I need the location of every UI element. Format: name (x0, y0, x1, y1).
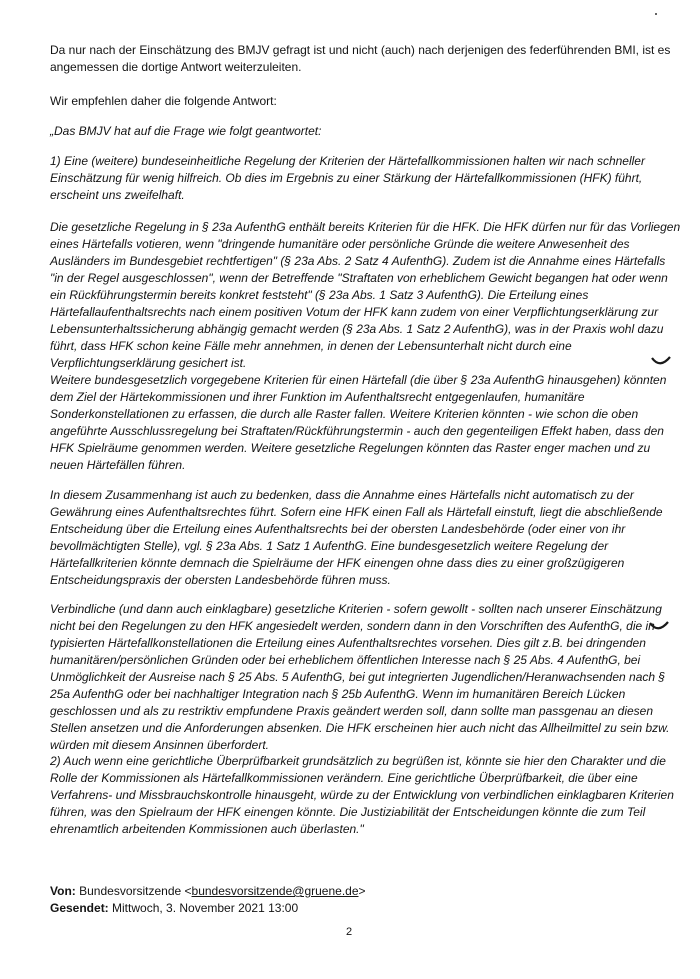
from-close: > (358, 884, 366, 898)
further-criteria-paragraph: Weitere bundesgesetzlich vorgegebene Kriterien für einen Härtefall (die über § 23a AufenthG hinausgehen) könnten dem Ziel der Härtekommissionen und ihrer Funktion im Aufenthaltsrecht entgegenlaufen, humanitäre Sonderkonstellationen zu erfassen, die durch alle Raster fallen. Weitere Kriterien könnten - wie schon die oben angeführte Ausschlussregelung bei Straftaten/Rückführungstermin - auch den gegenteiligen Effekt haben, dass den HFK Spielräume genommen werden. Weitere gesetzliche Regelungen könnten das Raster enger machen und zu neuen Härtefällen führen. (50, 373, 667, 472)
from-label: Von: (50, 884, 76, 898)
answer-1-paragraph: 1) Eine (weitere) bundeseinheitliche Regelung der Kriterien der Härtefallkommissionen halten wir nach schneller Einschätzung für wenig hilfreich. Ob dies im Ergebnis zu einer Stärkung der Härtefallkommissionen (HFK) führt, erscheint uns zweifelhaft. (50, 154, 645, 202)
margin-mark-icon (650, 355, 672, 371)
from-email-link[interactable]: bundesvorsitzende@gruene.de (191, 884, 359, 898)
email-from-line (50, 883, 682, 900)
context-paragraph: In diesem Zusammenhang ist auch zu bedenken, dass die Annahme eines Härtefalls nicht automatisch zu der Gewährung eines Aufenthaltsrechtes führt. Sofern eine HFK einen Fall als Härtefall einstuft, liegt die abschließende Entscheidung über die Erteilung eines Aufenthaltsrechts bei der obersten Landesbehörde (oder einer von ihr bevollmächtigten Stelle), vgl. § 23a Abs. 1 Satz 1 AufenthG. Eine bundesgesetzlich weitere Regelung der Härtefallkriterien könnte demnach die Spielräume der HFK einengen ohne dass dies zu einer großzügigeren Entscheidungspraxis der obersten Landesbehörde führen muss. (50, 488, 663, 587)
binding-criteria-paragraph: Verbindliche (und dann auch einklagbare) gesetzliche Kriterien - sofern gewollt - sollten nach unserer Einschätzung nicht bei den Regelungen zu den HFK angesiedelt werden, sondern dann in den Vorschriften des AufenthG, die in typisierten Härtefallkonstellationen die Erteilung eines Aufenthaltsrechtes vorsehen. Dies gilt z.B. bei dringenden humanitären/persönlichen Gründen oder bei erheblichem öffentlichen Interesse nach § 25 Abs. 4 AufenthG, bei Unmöglichkeit der Ausreise nach § 25 Abs. 5 AufenthG, bei gut integrierten Jugendlichen/Heranwachsenden nach § 25a AufenthG oder bei nachhaltiger Integration nach § 25b AufenthG. Wenn im humanitären Bereich Lücken geschlossen und als zu restriktiv empfundene Praxis geändert werden soll, dann sollte man passgenau an diesen Stellen ansetzen und die Anforderungen absenken. Die HFK erscheinen hier auch nicht das Allheilmittel zu sein bzw. würden mit diesem Ansinnen überfordert. (50, 602, 670, 752)
margin-mark-icon (648, 620, 670, 636)
sent-label: Gesendet: (50, 901, 109, 915)
email-sent-line (50, 900, 682, 917)
from-sender: Bundesvorsitzende < (75, 884, 192, 898)
intro-paragraph: Da nur nach der Einschätzung des BMJV gefragt ist und nicht (auch) nach derjenigen des federführenden BMI, ist es angemessen die dortige Antwort weiterzuleiten. (50, 43, 671, 74)
recommendation-line: Wir empfehlen daher die folgende Antwort: (50, 94, 277, 108)
sent-date: Mittwoch, 3. November 2021 13:00 (108, 901, 299, 915)
answer-2-paragraph: 2) Auch wenn eine gerichtliche Überprüfbarkeit grundsätzlich zu begrüßen ist, könnte sie hier den Charakter und die Rolle der Kommissionen als Härtefallkommissionen verändern. Eine gerichtliche Überprüfbarkeit, die über eine Verfahrens- und Missbrauchskontrolle hinausgeht, würde zu der Entwicklung von verbindlichen einklagbaren Kriterien führen, was den Spielraum der HFK einengen könnte. Die Justiziabilität der Entscheidungen könnte die zum Teil ehrenamtlich arbeitenden Kommissionen auch überlasten." (50, 754, 674, 836)
email-header (50, 883, 682, 917)
scan-speck (655, 13, 657, 15)
legal-regulation-paragraph: Die gesetzliche Regelung in § 23a AufenthG enthält bereits Kriterien für die HFK. Die HFK dürfen nur für das Vorliegen eines Härtefalls votieren, wenn "dringende humanitäre oder persönliche Gründe die weitere Anwesenheit des Ausländers im Bundesgebiet rechtfertigen" (§ 23a Abs. 2 Satz 4 AufenthG). Zudem ist die Annahme eines Härtefalls "in der Regel ausgeschlossen", wenn der Betreffende "Straftaten von erheblichem Gewicht begangen hat oder wenn ein Rückführungstermin bereits konkret feststeht" (§ 23a Abs. 1 Satz 3 AufenthG). Die Erteilung eines Härtefallaufenthaltsrechts nach einem positiven Votum der HFK kann zudem von einer Verpflichtungserklärung zur Lebensunterhaltssicherung abhängig gemacht werden (§ 23a Abs. 1 Satz 2 AufenthG), was in der Praxis wohl dazu führt, dass HFK schon keine Fälle mehr annehmen, in denen der Lebensunterhalt nicht durch eine Verpflichtungserklärung gesichert ist. (50, 220, 681, 370)
page-number: 2 (346, 926, 353, 938)
quote-opening: „Das BMJV hat auf die Frage wie folgt geantwortet: (50, 124, 322, 138)
